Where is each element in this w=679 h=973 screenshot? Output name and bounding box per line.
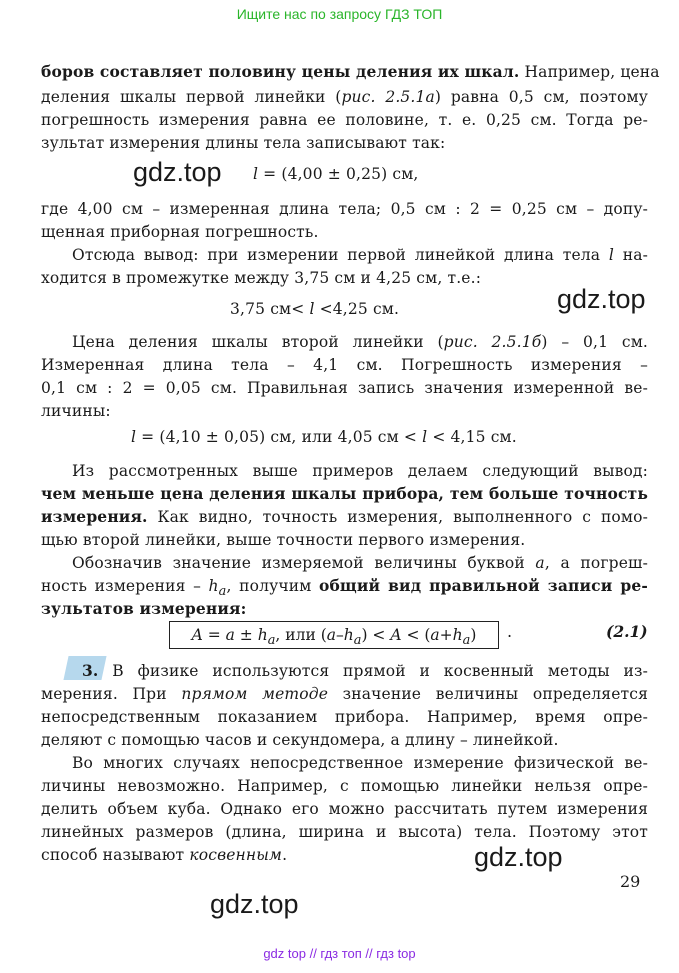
text-line: Из рассмотренных выше примеров делаем следующий вывод: [72, 462, 648, 480]
text-line: зультатов измерения: [41, 599, 247, 618]
text-line: ходится в промежутке между 3,75 см и 4,25 см, т.е.: [41, 269, 482, 287]
text-line: 0,1 см : 2 = 0,05 см. Правильная запись значения измеренной ве- [41, 379, 648, 397]
text-line: личины: [41, 402, 111, 420]
text-line: способ называют косвенным. [41, 846, 288, 864]
text-line: линейных размеров (длина, ширина и высота) тела. Поэтому этот [41, 823, 648, 841]
watermark: gdz.top [474, 842, 563, 872]
text-line: чем меньше цена деления шкалы прибора, тем больше точность [41, 484, 648, 503]
text-line: зультат измерения длины тела записывают так: [41, 134, 446, 152]
text-line: непосредственным показанием прибора. Например, время опре- [41, 708, 648, 726]
watermark: gdz.top [133, 157, 222, 187]
text-line: деляют с помощью часов и секундомера, а длину – линейкой. [41, 731, 559, 749]
formula-line: l = (4,00 ± 0,25) см, [253, 165, 419, 183]
text-line: Измеренная длина тела – 4,1 см. Погрешность измерения – [41, 356, 648, 374]
watermark: gdz.top [210, 889, 299, 919]
page-number: 29 [620, 872, 641, 891]
watermark: gdz.top [557, 284, 646, 314]
equation-number: (2.1) [606, 622, 648, 641]
top-banner: Ищите нас по запросу ГДЗ ТОП [236, 6, 443, 22]
text-line: Обозначив значение измеряемой величины буквой а, а погреш- [72, 554, 648, 572]
text-line: Отсюда вывод: при измерении первой линейкой длина тела l на- [72, 246, 648, 264]
formula-line: l = (4,10 ± 0,05) см, или 4,05 см < l < 4,15 см. [131, 428, 517, 446]
formula-line: 3,75 см< l <4,25 см. [230, 300, 400, 318]
text-line: где 4,00 см – измеренная длина тела; 0,5 см : 2 = 0,25 см – допу- [41, 200, 648, 218]
text-line: щью второй линейки, выше точности первого измерения. [41, 531, 526, 549]
text-line: мерения. При прямом методе значение величины определяется [41, 685, 648, 703]
text-line: Цена деления шкалы второй линейки (рис. 2.5.1б) – 0,1 см. [72, 333, 649, 351]
text-line: личины невозможно. Например, с помощью линейки нельзя опре- [41, 777, 648, 795]
text-line: делить объем куба. Однако его можно рассчитать путем измерения [41, 800, 648, 818]
text-line: измерения. Как видно, точность измерения, выполненного с помо- [41, 507, 648, 526]
text-line: Во многих случаях непосредственное измерение физической ве- [72, 754, 648, 772]
bottom-banner: gdz top // гдз топ // гдз top [263, 946, 416, 961]
text-line: щенная приборная погрешность. [41, 223, 319, 241]
text-line: боров составляет половину цены деления их шкал. Например, цена [41, 62, 660, 81]
text-line: деления шкалы первой линейки (рис. 2.5.1а) равна 0,5 см, поэтому [41, 88, 648, 106]
text-line: погрешность измерения равна ее половине, т. е. 0,25 см. Тогда ре- [41, 111, 648, 129]
text-line: 3. В физике используются прямой и косвенный методы из- [82, 661, 648, 680]
formula-dot: . [507, 622, 513, 641]
formula-box: $A = a \pm h_a$, или $(a-h_a) < A < (a+h_a)$ [169, 621, 499, 649]
text-line: ность измерения – $h_а$, получим общий вид правильной записи ре- [41, 576, 648, 600]
